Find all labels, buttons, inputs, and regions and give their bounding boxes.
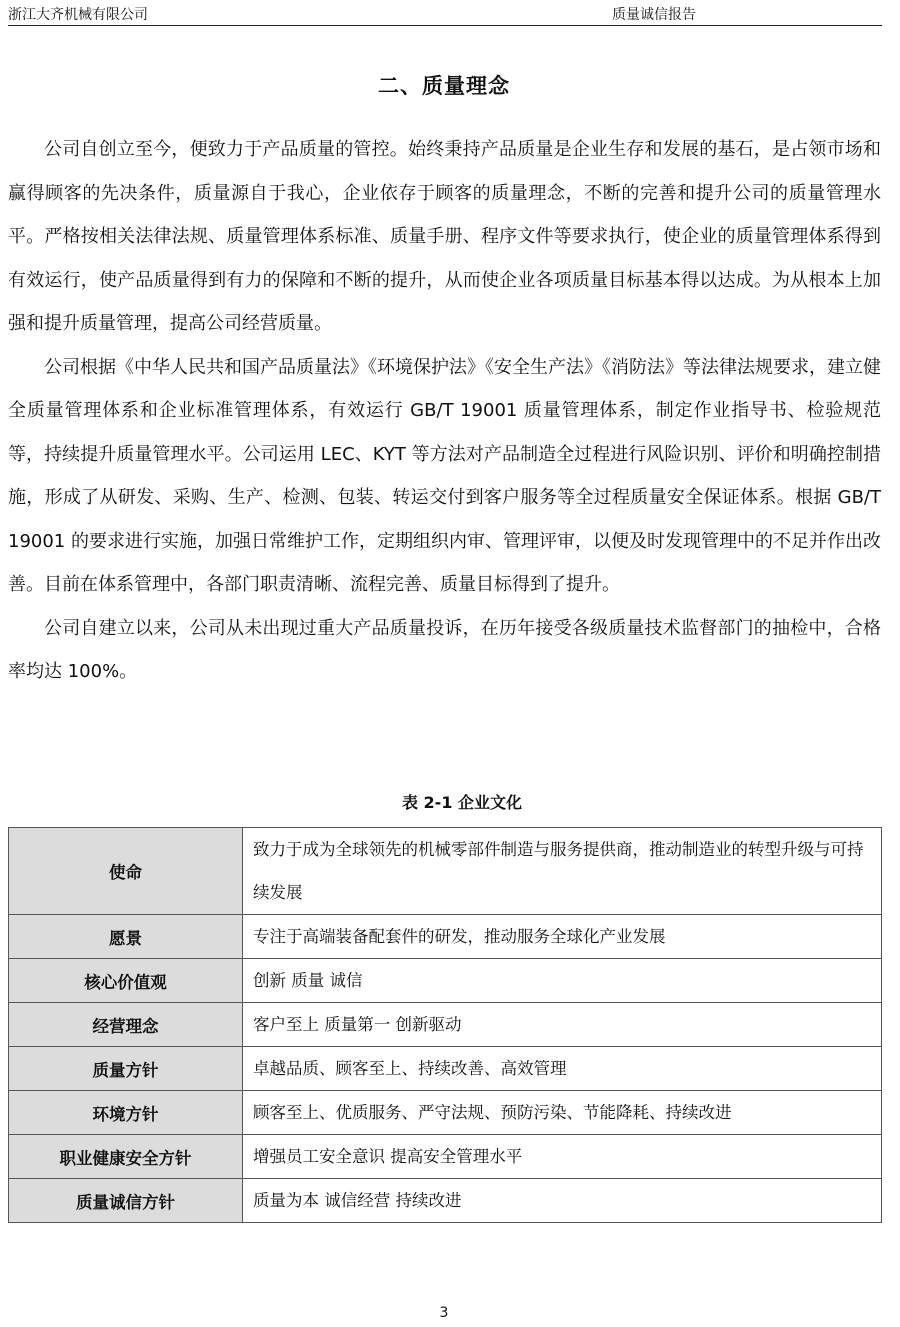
table-row — [9, 828, 882, 915]
paragraph-management-system: 公司根据《中华人民共和国产品质量法》《环境保护法》《安全生产法》《消防法》等法律法规要求，建立健全质量管理体系和企业标准管理体系，有效运行 GB/T 19001 质量管理体系，制定作业指导书、检验规范等，持续提升质量管理水平。公司运用 LEC、KYT 等方法对产品制造全过程进行风险识别、评价和明确控制措施，形成了从研发、采购、生产、检测、包装、转运交付到客户服务等全过程质量安全保证体系。根据 GB/T 19001 的要求进行实施，加强日常维护工作，定期组织内审、管理评审，以便及时发现管理中的不足并作出改善。目前在体系管理中，各部门职责清晰、流程完善、质量目标得到了提升。 — [8, 356, 881, 595]
row-key-quality-policy: 质量方针 — [9, 1047, 243, 1091]
table-row — [9, 1179, 882, 1223]
section-title: 二、质量理念 — [378, 74, 510, 98]
row-key-mission: 使命 — [9, 828, 243, 915]
table-row — [9, 1135, 882, 1179]
row-value-core-values: 创新 质量 诚信 — [243, 959, 882, 1003]
row-value-integrity-policy: 质量为本 诚信经营 持续改进 — [243, 1179, 882, 1223]
page-header — [8, 0, 882, 26]
row-value-quality-policy: 卓越品质、顾客至上、持续改善、高效管理 — [243, 1047, 882, 1091]
row-value-environment-policy: 顾客至上、优质服务、严守法规、预防污染、节能降耗、持续改进 — [243, 1091, 882, 1135]
table-row — [9, 915, 882, 959]
paragraph-quality-philosophy: 公司自创立至今，便致力于产品质量的管控。始终秉持产品质量是企业生存和发展的基石，是占领市场和赢得顾客的先决条件，质量源自于我心，企业依存于顾客的质量理念，不断的完善和提升公司的质量管理水平。严格按相关法律法规、质量管理体系标准、质量手册、程序文件等要求执行，使企业的质量管理体系得到有效运行，使产品质量得到有力的保障和不断的提升，从而使企业各项质量目标基本得以达成。为从根本上加强和提升质量管理，提高公司经营质量。 — [8, 139, 881, 334]
page-number: 3 — [439, 1305, 449, 1321]
header-report-title: 质量诚信报告 — [612, 7, 696, 23]
row-value-mission: 致力于成为全球领先的机械零部件制造与服务提供商，推动制造业的转型升级与可持续发展 — [243, 828, 882, 915]
row-key-business-philosophy: 经营理念 — [9, 1003, 243, 1047]
row-value-ohs-policy: 增强员工安全意识 提高安全管理水平 — [243, 1135, 882, 1179]
body-text — [8, 128, 881, 694]
row-key-integrity-policy: 质量诚信方针 — [9, 1179, 243, 1223]
row-key-core-values: 核心价值观 — [9, 959, 243, 1003]
table-row — [9, 1091, 882, 1135]
table-row — [9, 1003, 882, 1047]
row-key-ohs-policy: 职业健康安全方针 — [9, 1135, 243, 1179]
table-row — [9, 1047, 882, 1091]
corporate-culture-table — [8, 827, 882, 1223]
row-value-vision: 专注于高端装备配套件的研发，推动服务全球化产业发展 — [243, 915, 882, 959]
row-value-business-philosophy: 客户至上 质量第一 创新驱动 — [243, 1003, 882, 1047]
table-caption: 表 2-1 企业文化 — [401, 793, 523, 812]
paragraph-inspection-record: 公司自建立以来，公司从未出现过重大产品质量投诉，在历年接受各级质量技术监督部门的抽检中，合格率均达 100%。 — [8, 617, 881, 682]
header-company-name: 浙江大齐机械有限公司 — [8, 7, 148, 23]
row-key-environment-policy: 环境方针 — [9, 1091, 243, 1135]
table-row — [9, 959, 882, 1003]
row-key-vision: 愿景 — [9, 915, 243, 959]
